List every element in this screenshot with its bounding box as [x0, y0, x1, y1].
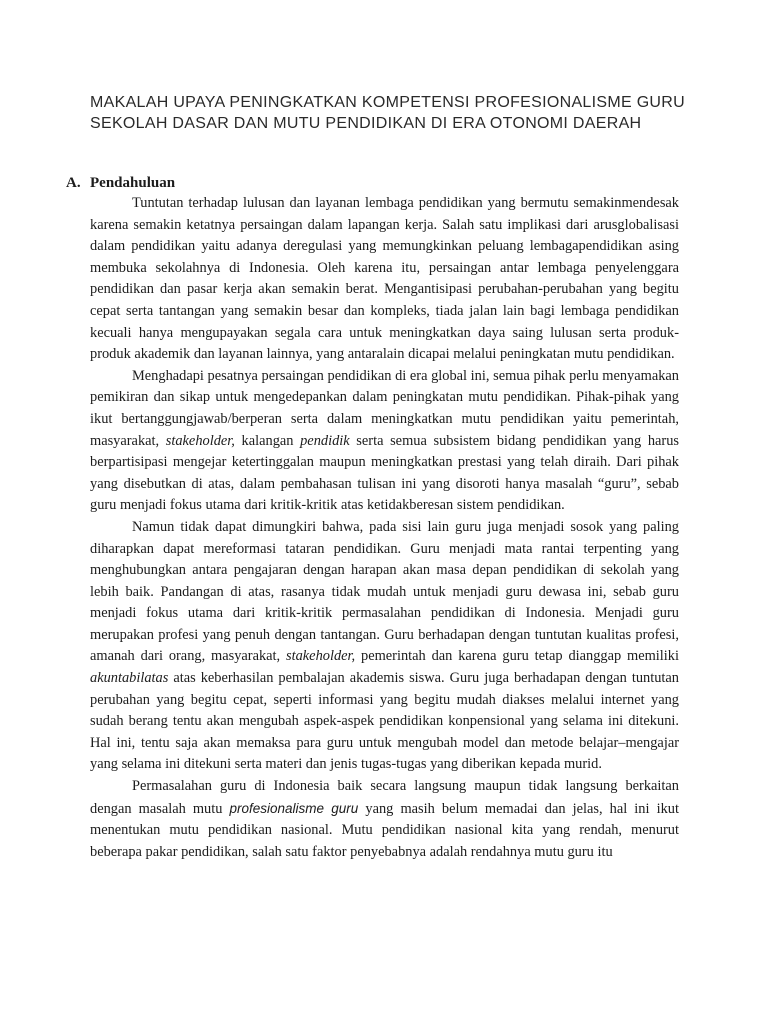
section-heading [66, 175, 175, 192]
paragraph-text: pemerintah dan karena guru tetap dianggap memiliki [355, 648, 679, 665]
paragraph-text: serta semua subsistem bidang pendidikan yang harus berpartisipasi mengejar ketertinggalan maupun meningkatkan prestasi yang telah diraih. Dari pihak yang disebutkan di atas, dalam pembahasan tulisan ini yang disoroti hanya masalah “guru”, sebab guru menjadi fokus utama dari kritik-kritik atas ketidakberesan sistem pendidikan. [90, 432, 679, 514]
italic-term: pendidik [300, 432, 350, 449]
paragraph-2 [90, 366, 679, 517]
paragraph-text: kalangan [234, 432, 301, 449]
italic-term: profesionalisme guru [229, 800, 359, 816]
paragraph-4 [90, 776, 679, 863]
document-title: MAKALAH UPAYA PENINGKATKAN KOMPETENSI PROFESIONALISME GURU SEKOLAH DASAR DAN MUTU PENDIDIKAN DI ERA OTONOMI DAERAH [90, 94, 686, 132]
paragraph-text: Permasalahan guru di Indonesia baik secara langsung maupun tidak langsung berkaitan dengan masalah mutu [90, 778, 679, 817]
document-body [90, 193, 679, 863]
italic-term: stakeholder, [165, 432, 235, 449]
section-title: Pendahuluan [90, 175, 176, 191]
paragraph-text: atas keberhasilan pembalajan akademis siswa. Guru juga berhadapan dengan tuntutan perubahan yang begitu cepat, seperti informasi yang begitu mudah diakses melalui internet yang sudah berang tentu akan mengubah aspek-aspek pendidikan konpensional yang selama ini ditekuni. Hal ini, tentu saja akan memaksa para guru untuk mengubah model dan metode belajar–mengajar yang selama ini ditekuni serta materi dan jenis tugas-tugas yang diberikan kepada murid. [90, 670, 679, 773]
paragraph-1 [90, 193, 679, 366]
italic-term: akuntabilatas [90, 670, 169, 687]
section-letter: A. [66, 175, 81, 191]
italic-term: stakeholder, [286, 648, 356, 665]
paragraph-text: Namun tidak dapat dimungkiri bahwa, pada sisi lain guru juga menjadi sosok yang paling diharapkan dapat mereformasi tataran pendidikan. Guru menjadi mata rantai terpenting yang menghubungkan antara pengajaran dengan harapan akan masa depan pendidikan di sekolah yang lebih baik. Pandangan di atas, rasanya tidak mudah untuk menjadi guru dewasa ini, sebab guru menjadi fokus utama dari kritik-kritik permasalahan pendidikan di Indonesia. Menjadi guru merupakan profesi yang penuh dengan tantangan. Guru berhadapan dengan tuntutan kualitas profesi, amanah dari orang, masyarakat, [90, 518, 679, 665]
paragraph-text: Tuntutan terhadap lulusan dan layanan lembaga pendidikan yang bermutu semakinmendesak karena semakin ketatnya persaingan dalam lapangan kerja. Salah satu implikasi dari arusglobalisasi dalam pendidikan yaitu adanya deregulasi yang memungkinkan peluang lembagapendidikan asing membuka sekolahnya di Indonesia. Oleh karena itu, persaingan antar lembaga penyelenggara pendidikan dan pasar kerja akan semakin berat. Mengantisipasi perubahan-perubahan yang begitu cepat serta tantangan yang semakin besar dan kompleks, tiada jalan lain bagi lembaga pendidikan kecuali hanya mengupayakan segala cara untuk meningkatkan daya saing lulusan serta produk-produk akademik dan layanan lainnya, yang antaralain dicapai melalui peningkatan mutu pendidikan. [90, 195, 679, 363]
paragraph-text: Menghadapi pesatnya persaingan pendidikan di era global ini, semua pihak perlu menyamakan pemikiran dan sikap untuk mengedepankan dalam peningkatan mutu pendidikan. Pihak-pihak yang ikut bertanggungjawab/berperan serta dalam meningkatkan mutu pendidikan yaitu pemerintah, masyarakat, [90, 367, 679, 449]
paragraph-3 [90, 517, 679, 776]
paragraph-text: yang masih belum memadai dan jelas, hal ini ikut menentukan mutu pendidikan nasional. Mutu pendidikan nasional kita yang rendah, menurut beberapa pakar pendidikan, salah satu faktor penyebabnya adalah rendahnya mutu guru itu [90, 800, 679, 860]
